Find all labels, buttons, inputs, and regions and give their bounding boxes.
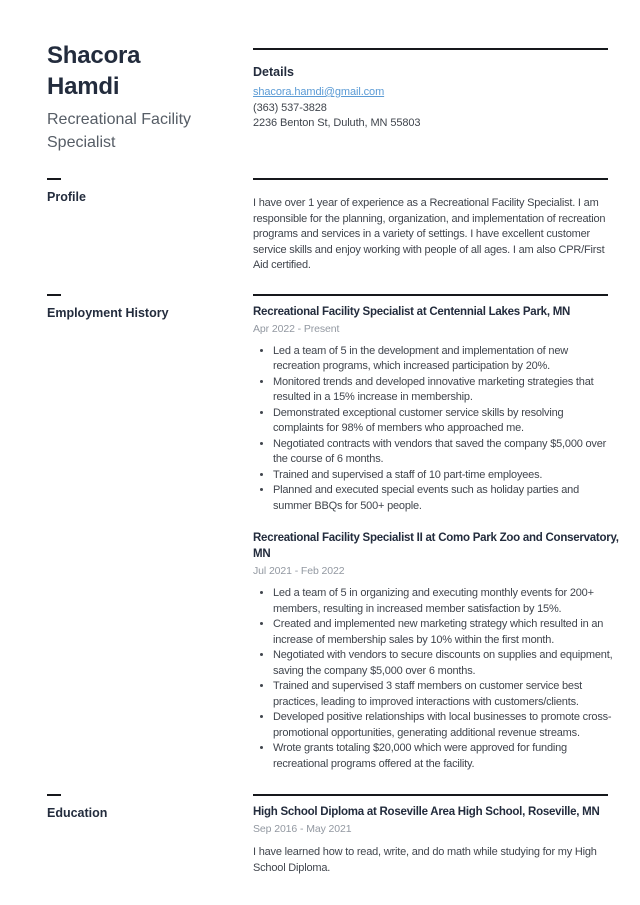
- job-bullet: • Led a team of 5 in organizing and executing monthly events for 200+ members, resulting in increased member satisfaction by 15%.: [273, 586, 614, 617]
- employment-section-rule: [253, 294, 608, 296]
- job-bullet: • Trained and supervised 3 staff members on customer service best practices, leading to improved interactions with customers/clients.: [273, 679, 614, 710]
- job-title: Recreational Facility Specialist at Centennial Lakes Park, MN: [253, 305, 571, 318]
- job-bullet: • Trained and supervised a staff of 10 part-time employees.: [273, 468, 614, 484]
- resume-header: [47, 40, 608, 154]
- job-entry: [253, 304, 614, 515]
- job-bullet: • Led a team of 5 in the development and implementation of new recreation programs, which increased participation by 20%.: [273, 344, 614, 375]
- job-title: Recreational Facility Specialist II at Como Park Zoo and Conservatory, MN: [253, 532, 619, 560]
- profile-section-dash: [47, 178, 61, 180]
- email-link[interactable]: shacora.hamdi@gmail.com: [253, 86, 385, 98]
- profile-section: [47, 178, 608, 274]
- phone-text: (363) 537-3828: [253, 101, 327, 114]
- job-bullet-list: [253, 586, 614, 772]
- education-label-column: [47, 794, 253, 820]
- job-dates: Jul 2021 - Feb 2022: [253, 565, 345, 577]
- details-heading: Details: [253, 65, 294, 79]
- education-title: High School Diploma at Roseville Area High School, Roseville, MN: [253, 806, 600, 818]
- job-dates: Apr 2022 - Present: [253, 322, 340, 335]
- job-bullet: • Created and implemented new marketing strategy which resulted in an increase of membership sales by 10% within the first month.: [273, 617, 614, 648]
- job-entry: [253, 530, 619, 772]
- profile-text: I have over 1 year of experience as a Recreational Facility Specialist. I am responsible for the planning, organization, and implementation of recreation programs and services in a variety of settings. I have excellent customer service skills and enjoy working with people of all ages. I am also CPR/First Aid certified.: [253, 197, 606, 271]
- employment-content-column: [253, 294, 619, 773]
- section-label-employment: Employment History: [47, 305, 169, 320]
- section-label-profile: Profile: [47, 190, 86, 204]
- details-block: [253, 64, 614, 132]
- job-bullet: • Wrote grants totaling $20,000 which were approved for funding recreational programs offered at the facility.: [273, 741, 614, 772]
- job-bullet: • Developed positive relationships with local businesses to promote cross-promotional opportunities, generating additional revenue streams.: [273, 710, 614, 741]
- education-entry: [253, 804, 614, 876]
- candidate-name: Shacora Hamdi: [47, 42, 141, 100]
- candidate-role: Recreational Facility Specialist: [47, 111, 192, 151]
- education-section-rule: [253, 794, 608, 796]
- address-text: 2236 Benton St, Duluth, MN 55803: [253, 117, 421, 129]
- profile-content-column: [253, 178, 614, 274]
- education-dates: Sep 2016 - May 2021: [253, 823, 352, 835]
- section-label-education: Education: [47, 806, 108, 820]
- email-line: [253, 85, 614, 101]
- employment-section: [47, 294, 619, 773]
- contact-lines: [253, 85, 614, 132]
- job-bullet: • Demonstrated exceptional customer service skills by resolving complaints for 98% of members who approached me.: [273, 406, 614, 437]
- education-description: I have learned how to read, write, and do math while studying for my High School Diploma.: [253, 846, 597, 874]
- job-bullet: • Negotiated contracts with vendors that saved the company $5,000 over the course of 6 months.: [273, 437, 614, 468]
- employment-label-column: [47, 294, 253, 320]
- job-bullet-list: [253, 344, 614, 515]
- employment-section-dash: [47, 294, 61, 296]
- job-bullet: • Planned and executed special events such as holiday parties and summer BBQs for 500+ people.: [273, 483, 614, 514]
- details-section-rule: [253, 48, 608, 50]
- profile-section-rule: [253, 178, 608, 180]
- education-section: [47, 794, 608, 876]
- job-bullet: • Negotiated with vendors to secure discounts on supplies and equipment, saving the company $5,000 over 6 months.: [273, 648, 614, 679]
- job-bullet: • Monitored trends and developed innovative marketing strategies that resulted in a 15% increase in membership.: [273, 375, 614, 406]
- profile-label-column: [47, 178, 253, 204]
- education-content-column: [253, 794, 614, 876]
- header-right: [253, 40, 614, 132]
- header-left: [47, 40, 253, 154]
- education-section-dash: [47, 794, 61, 796]
